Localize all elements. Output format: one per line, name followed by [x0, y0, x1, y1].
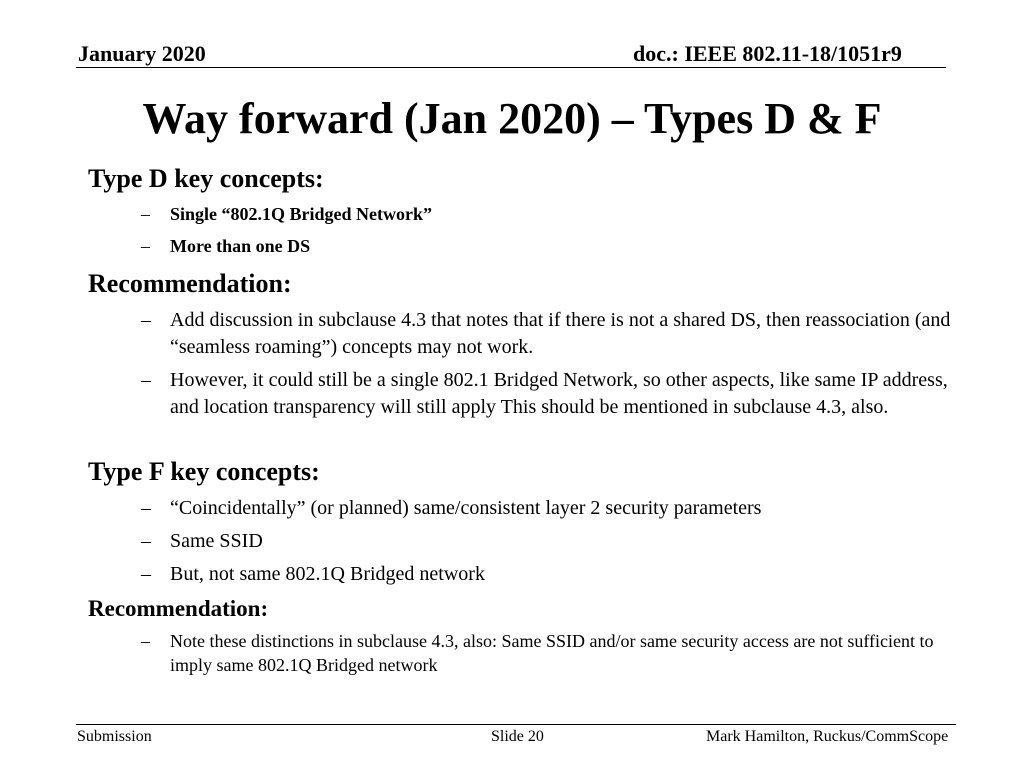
footer-author: Mark Hamilton, Ruckus/CommScope	[706, 728, 949, 745]
footer-slide-number: Slide 20	[491, 728, 544, 745]
bullet-dash: –	[141, 236, 150, 256]
slide-title: Way forward (Jan 2020) – Types D & F	[142, 94, 882, 143]
bullet-item: Add discussion in subclause 4.3 that notes that if there is not a shared DS, then reassociation (and “seamless roaming”) concepts may not work.	[170, 309, 951, 358]
bullet-item: Same SSID	[170, 530, 263, 552]
header-doc-id: doc.: IEEE 802.11-18/1051r9	[633, 41, 902, 66]
bullet-dash: –	[141, 563, 151, 585]
bullet-item: “Coincidentally” (or planned) same/consistent layer 2 security parameters	[170, 497, 762, 519]
bullet-dash: –	[141, 309, 151, 331]
footer-submission: Submission	[77, 728, 152, 745]
section-heading-recommendation-1: Recommendation:	[88, 269, 292, 298]
section-heading-type-d: Type D key concepts:	[88, 164, 324, 193]
bullet-item: However, it could still be a single 802.1 Bridged Network, so other aspects, like same IP address, and location transparency will still apply This should be mentioned in subclause 4.3, also.	[170, 369, 948, 418]
bullet-item: More than one DS	[170, 236, 311, 256]
bullet-dash: –	[141, 497, 151, 519]
bullet-item: But, not same 802.1Q Bridged network	[170, 563, 485, 585]
section-heading-recommendation-2: Recommendation:	[88, 596, 269, 621]
footer-divider	[76, 724, 956, 725]
section-heading-type-f: Type F key concepts:	[88, 457, 320, 486]
bullet-item: Note these distinctions in subclause 4.3, also: Same SSID and/or same security access are not sufficient to imply same 802.1Q Bridged network	[170, 631, 934, 675]
header-divider	[76, 67, 946, 68]
bullet-dash: –	[141, 204, 150, 224]
bullet-dash: –	[141, 631, 150, 651]
header-date: January 2020	[78, 41, 206, 66]
bullet-item: Single “802.1Q Bridged Network”	[170, 204, 433, 224]
bullet-dash: –	[141, 530, 151, 552]
bullet-dash: –	[141, 369, 151, 391]
